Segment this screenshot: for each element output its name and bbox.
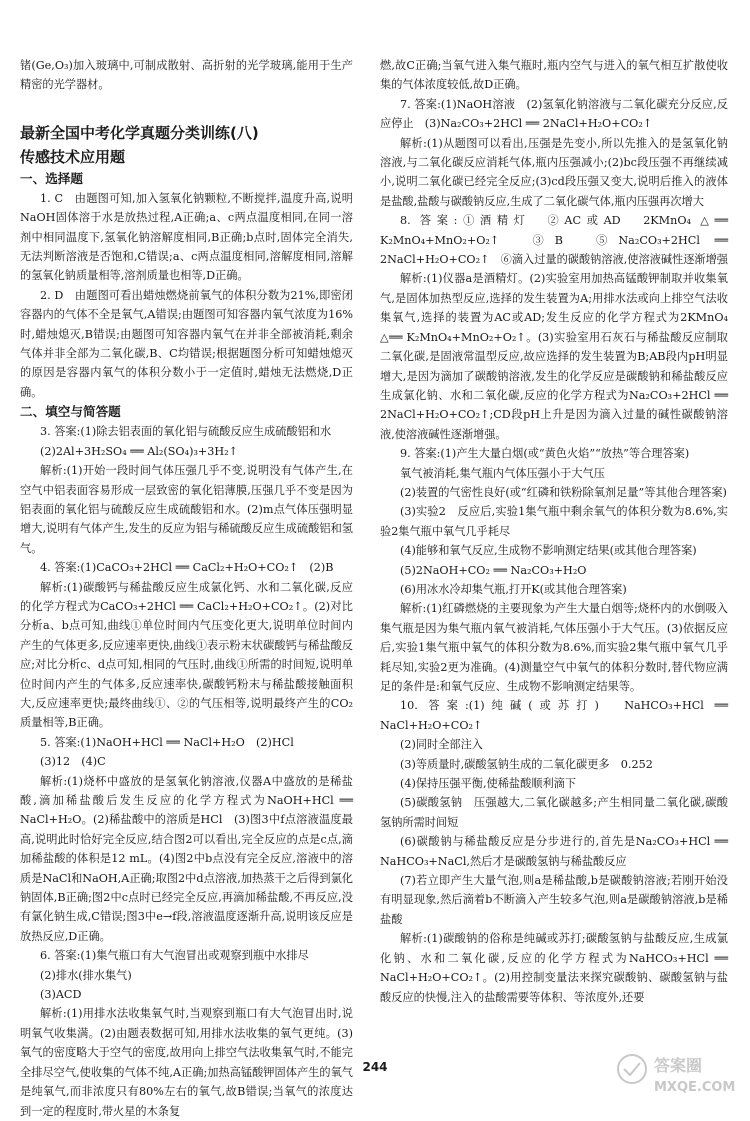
answer-q9-part6: (6)用冰水冷却集气瓶,打开K(或其他合理答案) — [400, 582, 627, 596]
answer-q5: 5. 答案:(1)NaOH+HCl ══ NaCl+H₂O (2)HCl — [40, 735, 294, 749]
answer-q9: 9. 答案:(1)产生大量白烟(或“黄色火焰”“放热”等合理答案) — [400, 447, 690, 461]
answer-q6-part2: (2)排水(排水集气) — [40, 968, 132, 982]
answer-q10-part5: (5)碳酸氢钠 压强越大,二氧化碳越多;产生相同量二氧化碳,碳酸氢钠所需时间短 — [380, 796, 728, 829]
answer-q10-part4: (4)保持压强平衡,使稀盐酸顺利滴下 — [400, 777, 577, 791]
answer-q2: 2. D 由题图可看出蜡烛燃烧前氧气的体积分数为21%,即密闭容器内的气体不全是氧气,A错误;由题图可知容器内氧气浓度为16%时,蜡烛熄灭,B错误;由题图可知容器内氧气在并非全部被消耗,剩余气体并非全部为二氧化碳,B、C均错误;根据题图分析可知蜡烛熄灭的原因是容器内氧气的体积分数小于一定值时,蜡烛无法燃烧,D正确。 — [20, 288, 353, 399]
answer-q3: 3. 答案:(1)除去铝表面的氧化铝与硫酸反应生成硫酸铝和水 — [40, 425, 332, 439]
explanation-q9: 解析:(1)红磷燃烧的主要现象为产生大量白烟等;烧杯内的水倒吸入集气瓶是因为集气瓶内氧气被消耗,气体压强小于大气压。(3)依据反应后,实验1集气瓶中氧气的体积分数为8.6%,而实验2集气瓶中氧气几乎耗尽知,实验2更为准确。(4)测量空气中氧气的体积分数时,替代物应满足的条件是:和氧气反应、生成物不影响测定结果等。 — [380, 602, 728, 693]
svg-text:答案圈: 答案圈 — [654, 1056, 703, 1075]
answer-q9-line2: 氧气被消耗,集气瓶内气体压强小于大气压 — [400, 466, 605, 480]
section-subtitle: 传感技术应用题 — [20, 147, 126, 166]
answer-q5-part2: (3)12 (4)C — [40, 755, 106, 769]
answer-q6: 6. 答案:(1)集气瓶口有大气泡冒出或观察到瓶中水排尽 — [40, 949, 309, 963]
explanation-q5: 解析:(1)烧杯中盛放的是氢氧化钠溶液,仪器A中盛放的是稀盐酸,滴加稀盐酸后发生反应的化学方程式为NaOH+HCl ══ NaCl+H₂O。(2)稀盐酸中的溶质是HCl (3)图3中f点溶液温度最高,说明此时恰好完全反应,结合图2可以看出,完全反应的点是c点,滴加稀盐酸的体积是12 mL。(4)图2中b点没有完全反应,溶液中的溶质是NaCl和NaOH,A正确;取图2中d点溶液,加热蒸干之后得到氯化钠固体,B正确;图2中c点时已经完全反应,再滴加稀盐酸,不再反应,没有氯化钠生成,C错误;图3中e→f段,溶液温度逐渐升高,说明该反应是放热反应,D正确。 — [20, 774, 353, 943]
answer-q1: 1. C 由题图可知,加入氢氧化钠颗粒,不断搅拌,温度升高,说明NaOH固体溶于水是放热过程,A正确;a、c两点温度相同,在同一溶剂中相同温度下,氢氧化钠溶解度相同,B正确;b点时,固体完全消失,无法判断溶液是否饱和,C错误;a、c两点温度相同,溶解度相同,溶解的氢氧化钠质量相等,溶剂质量也相等,D正确。 — [20, 191, 353, 283]
continued-text: 燃,故C正确;当氧气进入集气瓶时,瓶内空气与进入的氧气相互扩散使收集的气体浓度较低,故D正确。 — [380, 59, 728, 92]
explanation-q3: 解析:(1)开始一段时间气体压强几乎不变,说明没有气体产生,在空气中铝表面容易形成一层致密的氧化铝薄膜,压强几乎不变是因为铝表面的氧化铝与硫酸反应生成硫酸铝和水。(2)m点气体压强明显增大,说明有气体产生,发生的反应为铝与稀硫酸反应生成硫酸铝和氢气。 — [20, 464, 353, 555]
answer-q10-part3: (3)等质量时,碳酸氢钠生成的二氧化碳更多 0.252 — [400, 757, 653, 771]
answer-q10: 10. 答案:(1)纯碱(或苏打) NaHCO₃+HCl ══ NaCl+H₂O+CO₂↑ — [380, 699, 728, 732]
watermark-logo-icon — [612, 1047, 742, 1099]
heading-fill-in: 二、填空与简答题 — [20, 404, 121, 420]
right-column — [380, 56, 728, 1007]
section-title: 最新全国中考化学真题分类训练(八) — [20, 123, 259, 142]
explanation-q10: 解析:(1)碳酸钠的俗称是纯碱或苏打;碳酸氢钠与盐酸反应,生成氯化钠、水和二氧化碳,反应的化学方程式为NaHCO₃+HCl ══ NaCl+H₂O+CO₂↑。(2)用控制变量法来探究碳酸钠、碳酸氢钠与盐酸反应的快慢,注入的盐酸需要等体积、等浓度外,还要 — [380, 932, 728, 1004]
heading-multiple-choice: 一、选择题 — [20, 170, 83, 186]
answer-q8: 8. 答案:①酒精灯 ②AC或AD 2KMnO₄ △══ K₂MnO₄+MnO₂+O₂↑ ③B ⑤Na₂CO₃+2HCl ══ 2NaCl+H₂O+CO₂↑ ⑥滴入过量的碳酸钠溶液,使溶液碱性逐渐增强 — [380, 214, 728, 267]
explanation-q7: 解析:(1)从题图可以看出,压强是先变小,所以先推入的是氢氧化钠溶液,与二氧化碳反应消耗气体,瓶内压强减小;(2)bc段压强不再继续减小,说明二氧化碳已经完全反应;(3)cd段压强又变大,说明后推入的液体是盐酸,盐酸与碳酸钠反应,生成了二氧化碳气体,瓶内压强再次增大 — [380, 136, 728, 208]
answer-q4: 4. 答案:(1)CaCO₃+2HCl ══ CaCl₂+H₂O+CO₂↑ (2)B — [40, 561, 334, 575]
answer-q6-part3: (3)ACD — [40, 988, 82, 1002]
page-number: 244 — [362, 1060, 388, 1074]
answer-q9-part5: (5)2NaOH+CO₂ ══ Na₂CO₃+H₂O — [400, 563, 587, 577]
answer-q10-part7: (7)若立即产生大量气泡,则a是稀盐酸,b是碳酸钠溶液;若刚开始没有明显现象,然后滴着b不断滴入产生较多气泡,则a是碳酸钠溶液,b是稀盐酸 — [380, 874, 728, 926]
answer-q10-part6: (6)碳酸钠与稀盐酸反应是分步进行的,首先是Na₂CO₃+HCl ══ NaHCO₃+NaCl,然后才是碳酸氢钠与稀盐酸反应 — [380, 835, 728, 868]
explanation-q6: 解析:(1)用排水法收集氧气时,当观察到瓶口有大气泡冒出时,说明氧气收集满。(2)由题表数据可知,用排水法收集的氧气更纯。(3)氧气的密度略大于空气的密度,故用向上排空气法收集氧气时,不能完全排尽空气,使收集的气体不纯,A正确;加热高锰酸钾固体产生的氧气是纯氧气,而非浓度只有80%左右的氧气,故B错误;当氧气的浓度达到一定的程度时,带火星的木条复 — [20, 1007, 353, 1118]
explanation-q4: 解析:(1)碳酸钙与稀盐酸反应生成氯化钙、水和二氧化碳,反应的化学方程式为CaCO₃+2HCl ══ CaCl₂+H₂O+CO₂↑。(2)对比分析a、b点可知,曲线①单位时间内气压变化更大,说明单位时间内产生的气体更多,反应速率更快,曲线①表示粉末状碳酸钙与稀盐酸反应;对比分析c、d点可知,相同的气压时,曲线①所需的时间短,说明单位时间内产生的气体多,反应速率快,碳酸钙粉末与稀盐酸接触面积大,反应速率更快;最终曲线①、②的气压相等,说明最终产生的CO₂质量相等,B正确。 — [20, 580, 353, 730]
left-column — [20, 56, 353, 1121]
intro-paragraph: 锗(Ge,O₃)加入玻璃中,可制成散射、高折射的光学玻璃,能用于生产精密的光学器材。 — [20, 59, 353, 92]
answer-q10-part2: (2)同时全部注入 — [400, 738, 483, 752]
answer-q9-part3: (3)实验2 反应后,实验1集气瓶中剩余氧气的体积分数为8.6%,实验2集气瓶中氧气几乎耗尽 — [380, 505, 728, 538]
answer-q3-equation: (2)2Al+3H₂SO₄ ══ Al₂(SO₄)₃+3H₂↑ — [40, 444, 239, 458]
explanation-q8: 解析:(1)仪器a是酒精灯。(2)实验室用加热高锰酸钾制取并收集氧气,是固体加热型反应,选择的发生装置为A;用排水法或向上排空气法收集氧气,选择的装置为AC或AD;发生反应的化学方程式为2KMnO₄ △══ K₂MnO₄+MnO₂+O₂↑。(3)实验室用石灰石与稀盐酸反应制取二氧化碳,是固液常温型反应,故应选择的发生装置为B;AB段内pH明显增大,是因为滴加了碳酸钠溶液,发生的化学反应是碳酸钠和稀盐酸反应生成氯化钠、水和二氧化碳,反应的化学方程式为Na₂CO₃+2HCl ══ 2NaCl+H₂O+CO₂↑;CD段pH上升是因为滴入过量的碱性碳酸钠溶液,使溶液碱性逐渐增强。 — [380, 272, 728, 441]
svg-text:MXQE.COM: MXQE.COM — [654, 1080, 736, 1095]
answer-q9-part2: (2)装置的气密性良好(或“红磷和铁粉除氧剂足量”等其他合理答案) — [400, 485, 727, 499]
answer-q9-part4: (4)能够和氧气反应,生成物不影响测定结果(或其他合理答案) — [400, 544, 697, 558]
answer-q7: 7. 答案:(1)NaOH溶液 (2)氢氧化钠溶液与二氧化碳充分反应,反应停止 (3)Na₂CO₃+2HCl ══ 2NaCl+H₂O+CO₂↑ — [380, 97, 728, 131]
